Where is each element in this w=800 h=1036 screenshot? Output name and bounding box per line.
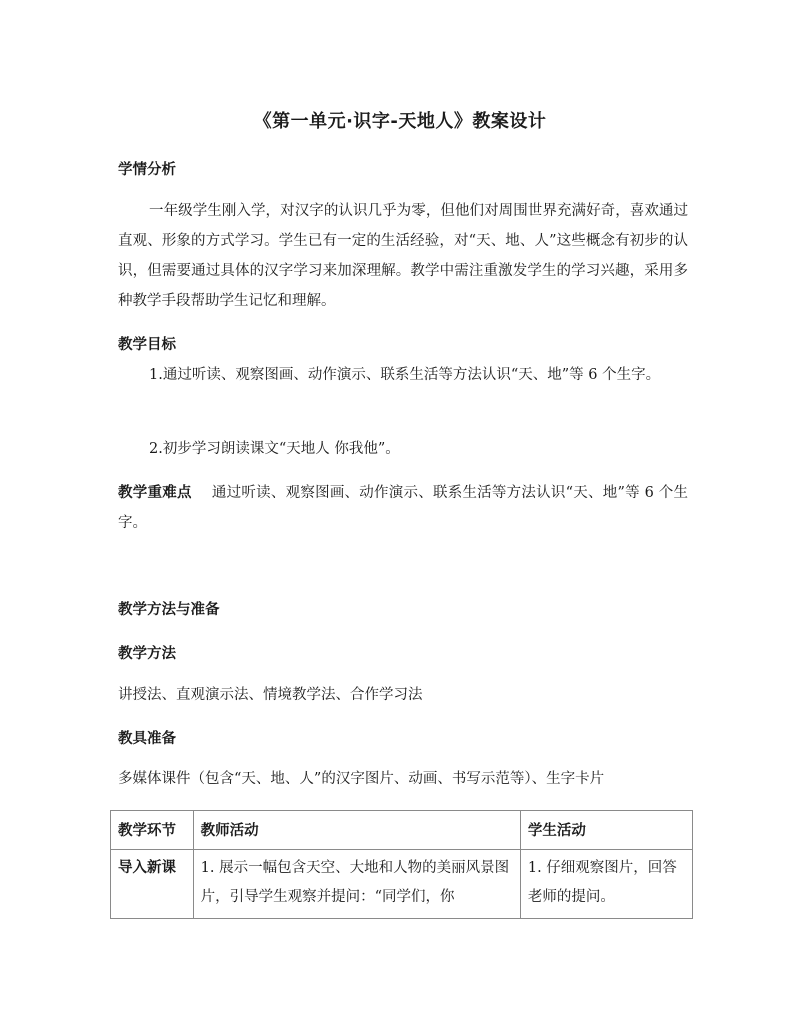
materials-text: 多媒体课件（包含“天、地、人”的汉字图片、动画、书写示范等）、生字卡片	[118, 771, 605, 787]
header-student-activity: 学生活动	[520, 811, 692, 850]
document-title: 《第一单元·识字-天地人》教案设计	[253, 111, 547, 132]
table-header-row	[111, 811, 693, 850]
section-heading-key-points: 教学重难点	[118, 485, 192, 501]
key-points-text: 通过听读、观察图画、动作演示、联系生活等方法认识“天、地”等 6 个生字。	[118, 485, 688, 531]
header-teacher-activity: 教师活动	[193, 811, 520, 850]
analysis-paragraph: 一年级学生刚入学，对汉字的认识几乎为零，但他们对周围世界充满好奇，喜欢通过直观、形象的方式学习。学生已有一定的生活经验，对“天、地、人”这些概念有初步的认识，但需要通过具体的汉字学习来加深理解。教学中需注重激发学生的学习兴趣，采用多种教学手段帮助学生记忆和理解。	[118, 203, 688, 309]
lesson-plan-table	[110, 810, 693, 919]
objective-item-2: 2.初步学习朗读课文“天地人 你我他”。	[149, 441, 400, 457]
cell-student-activity: 1. 仔细观察图片，回答老师的提问。	[520, 850, 692, 919]
header-stage: 教学环节	[111, 811, 194, 850]
section-heading-materials: 教具准备	[118, 731, 176, 747]
cell-stage: 导入新课	[111, 850, 194, 919]
section-heading-methods: 教学方法	[118, 646, 176, 662]
methods-text: 讲授法、直观演示法、情境教学法、合作学习法	[118, 687, 423, 703]
section-heading-analysis: 学情分析	[118, 162, 176, 178]
section-heading-objectives: 教学目标	[118, 337, 176, 353]
cell-teacher-activity: 1. 展示一幅包含天空、大地和人物的美丽风景图片，引导学生观察并提问：“同学们，你	[193, 850, 520, 919]
table-row	[111, 850, 693, 919]
objective-item-1: 1.通过听读、观察图画、动作演示、联系生活等方法认识“天、地”等 6 个生字。	[149, 367, 661, 383]
section-heading-methods-prep: 教学方法与准备	[118, 602, 220, 618]
key-points-paragraph	[118, 478, 688, 538]
